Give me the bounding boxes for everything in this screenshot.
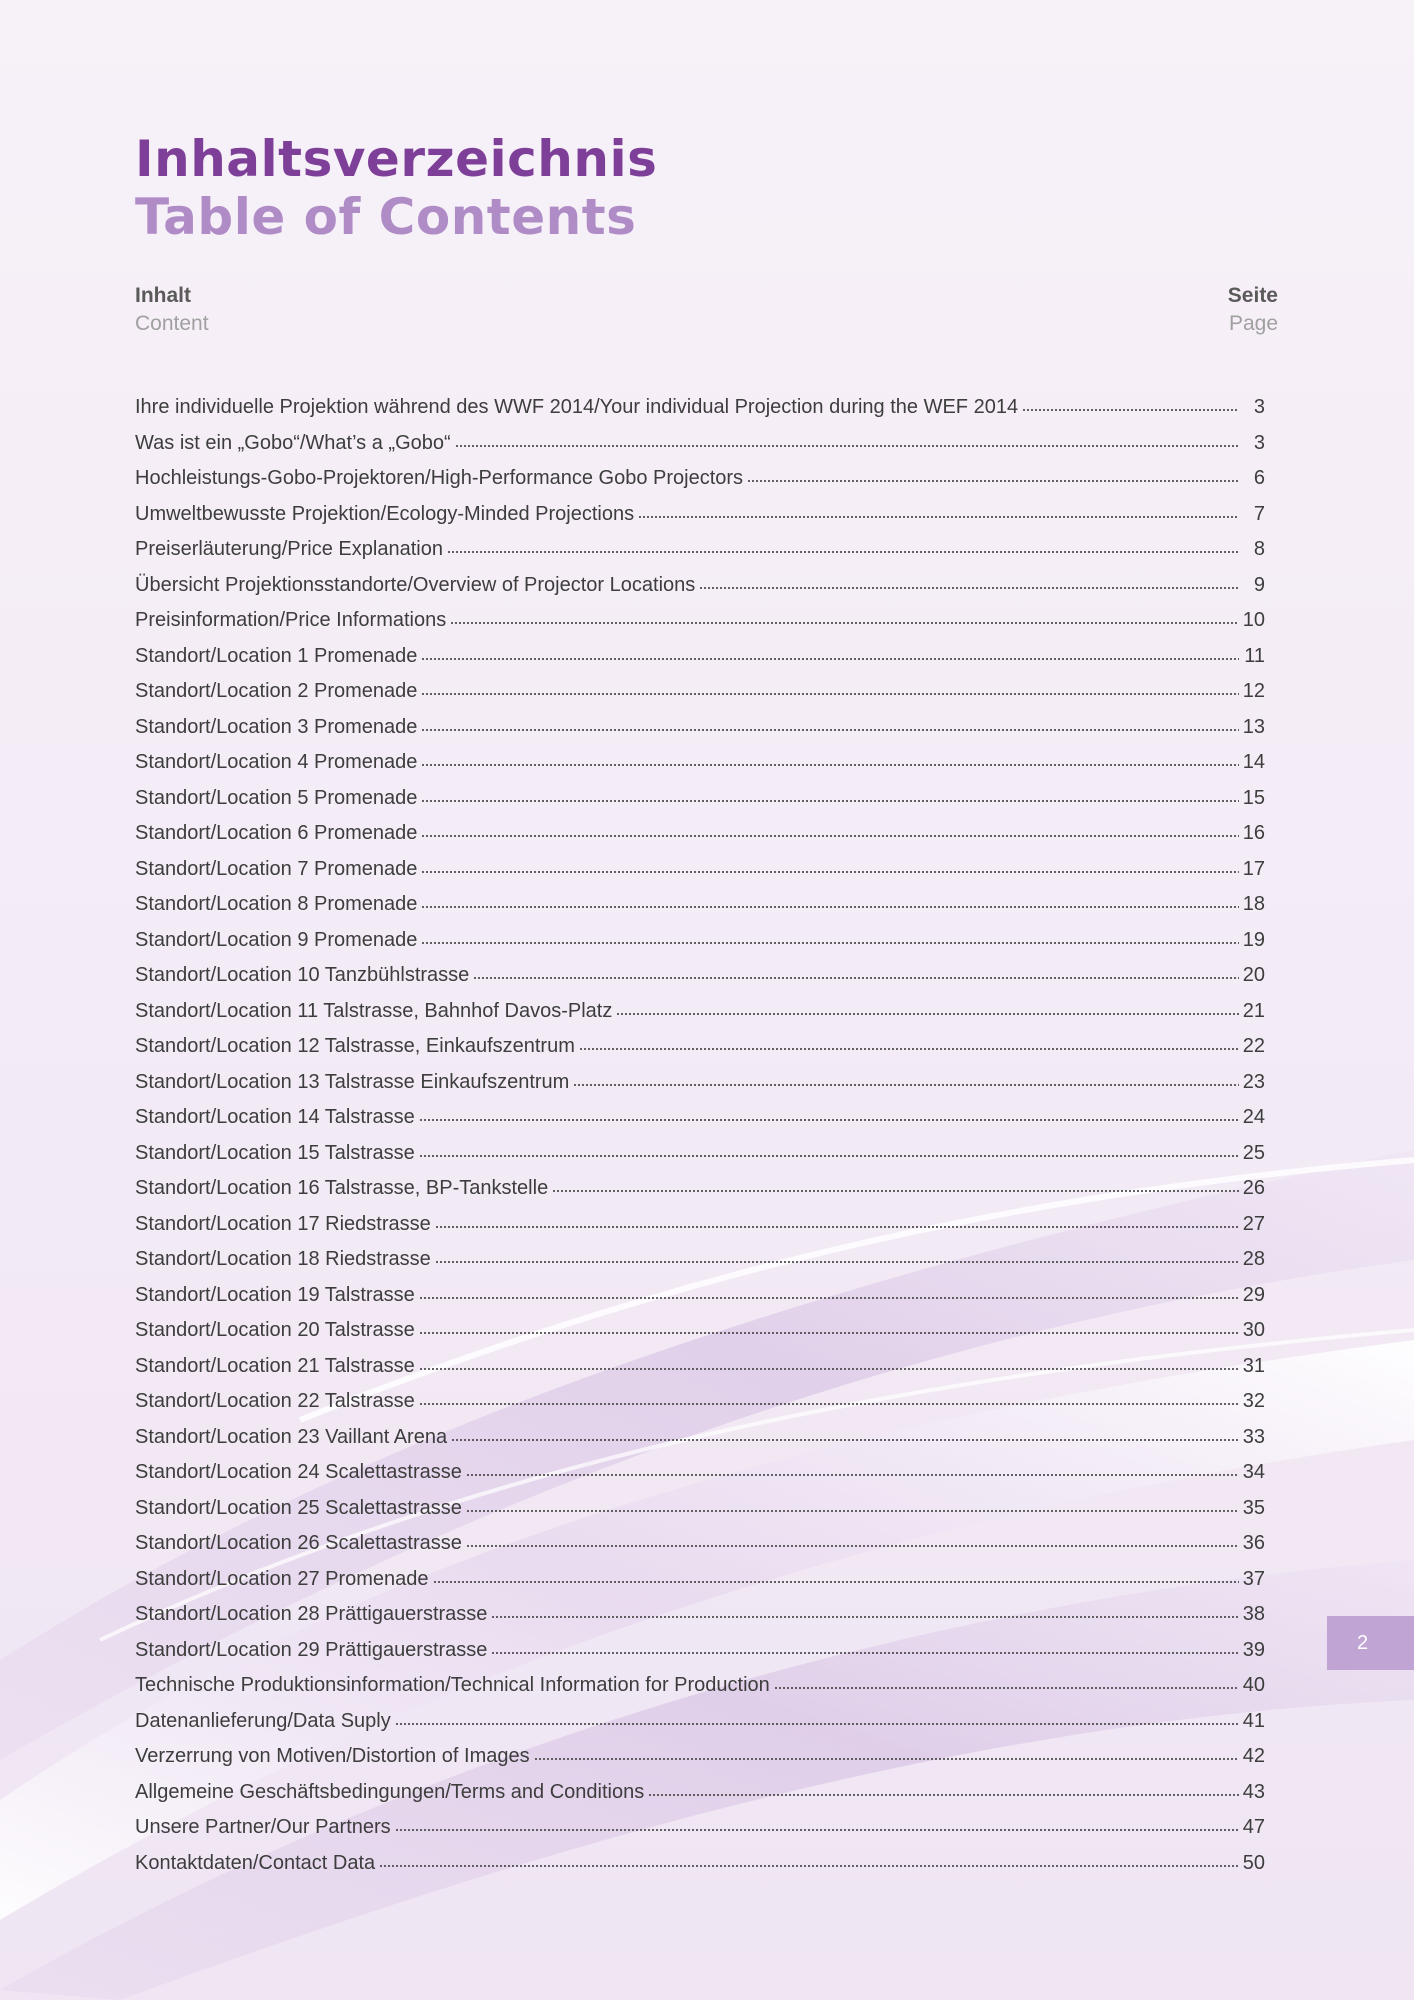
toc-entry-page: 38 — [1242, 1603, 1265, 1625]
toc-entry[interactable] — [135, 1065, 1265, 1101]
toc-entry-label: Kontaktdaten/Contact Data — [135, 1851, 376, 1874]
toc-entry[interactable] — [135, 1704, 1265, 1740]
page-column-header — [1228, 282, 1278, 338]
toc-dot-leader — [491, 1615, 1239, 1619]
toc-dot-leader — [451, 1438, 1239, 1442]
toc-dot-leader — [419, 1118, 1239, 1122]
toc-entry-page: 11 — [1244, 644, 1265, 667]
toc-entry-page: 36 — [1242, 1532, 1265, 1554]
toc-dot-leader — [421, 657, 1239, 661]
page-header-english: Page — [1228, 312, 1278, 335]
toc-dot-leader — [579, 1047, 1239, 1051]
toc-entry-page: 19 — [1242, 928, 1265, 951]
toc-entry-page: 29 — [1242, 1283, 1265, 1306]
toc-entry-page: 34 — [1242, 1461, 1265, 1483]
toc-entry-page: 13 — [1242, 715, 1265, 738]
toc-dot-leader — [747, 479, 1239, 483]
toc-entry-label: Standort/Location 14 Talstrasse — [135, 1106, 415, 1128]
toc-entry-page: 22 — [1242, 1035, 1265, 1057]
toc-dot-leader — [421, 799, 1239, 803]
toc-entry-label: Standort/Location 7 Promenade — [135, 857, 418, 880]
toc-dot-leader — [447, 550, 1239, 554]
toc-entry-label: Verzerrung von Motiven/Distortion of Images — [135, 1745, 530, 1767]
toc-entry[interactable] — [135, 1136, 1265, 1172]
toc-dot-leader — [421, 728, 1239, 732]
toc-dot-leader — [395, 1722, 1239, 1726]
toc-dot-leader — [699, 586, 1239, 590]
toc-dot-leader — [552, 1189, 1239, 1193]
toc-entry[interactable] — [135, 390, 1265, 426]
toc-entry[interactable] — [135, 710, 1265, 746]
toc-entry-page: 33 — [1242, 1425, 1265, 1448]
toc-entry-label: Übersicht Projektionsstandorte/Overview of Projector Locations — [135, 573, 696, 596]
toc-entry[interactable] — [135, 461, 1265, 497]
toc-entry[interactable] — [135, 1029, 1265, 1065]
toc-entry-page: 10 — [1242, 609, 1265, 631]
toc-entry-page: 26 — [1242, 1177, 1265, 1199]
toc-entry-label: Standort/Location 17 Riedstrasse — [135, 1212, 431, 1235]
toc-entry-page: 41 — [1242, 1709, 1265, 1732]
toc-entry-page: 8 — [1253, 538, 1265, 560]
toc-entry[interactable] — [135, 603, 1265, 639]
toc-entry[interactable] — [135, 745, 1265, 781]
toc-entry[interactable] — [135, 674, 1265, 710]
toc-entry-label: Standort/Location 21 Talstrasse — [135, 1354, 415, 1377]
toc-entry[interactable] — [135, 852, 1265, 888]
toc-entry-page: 21 — [1242, 999, 1265, 1022]
page-title-german: Inhaltsverzeichnis — [135, 130, 658, 188]
toc-entry-page: 16 — [1242, 822, 1265, 844]
toc-entry[interactable] — [135, 1562, 1265, 1598]
toc-entry-page: 15 — [1242, 786, 1265, 809]
toc-entry[interactable] — [135, 781, 1265, 817]
toc-entry-label: Standort/Location 16 Talstrasse, BP-Tankstelle — [135, 1177, 549, 1199]
toc-entry-page: 39 — [1242, 1638, 1265, 1661]
toc-entry-label: Technische Produktionsinformation/Technical Information for Production — [135, 1674, 770, 1696]
toc-entry-page: 3 — [1253, 396, 1265, 418]
toc-entry-label: Standort/Location 29 Prättigauerstrasse — [135, 1638, 488, 1661]
toc-entry-label: Standort/Location 28 Prättigauerstrasse — [135, 1603, 488, 1625]
toc-entry[interactable] — [135, 958, 1265, 994]
toc-entry-label: Standort/Location 15 Talstrasse — [135, 1141, 415, 1164]
toc-entry[interactable] — [135, 816, 1265, 852]
page-number-badge: 2 — [1327, 1616, 1414, 1670]
toc-entry-page: 25 — [1242, 1141, 1265, 1164]
toc-dot-leader — [433, 1580, 1239, 1584]
toc-entry[interactable] — [135, 1775, 1265, 1811]
toc-entry-page: 17 — [1242, 857, 1265, 880]
toc-entry-label: Standort/Location 25 Scalettastrasse — [135, 1496, 462, 1519]
toc-entry[interactable] — [135, 1633, 1265, 1669]
toc-entry[interactable] — [135, 1597, 1265, 1633]
toc-entry-page: 42 — [1242, 1745, 1265, 1767]
toc-entry-page: 9 — [1253, 573, 1265, 596]
toc-entry-label: Standort/Location 19 Talstrasse — [135, 1283, 415, 1306]
toc-entry-label: Standort/Location 9 Promenade — [135, 928, 418, 951]
toc-entry-label: Ihre individuelle Projektion während des WWF 2014/Your individual Projection during the WEF 2014 — [135, 396, 1019, 418]
toc-entry-label: Standort/Location 10 Tanzbühlstrasse — [135, 964, 470, 986]
toc-entry-label: Preiserläuterung/Price Explanation — [135, 538, 443, 560]
toc-entry[interactable] — [135, 994, 1265, 1030]
toc-entry[interactable] — [135, 1313, 1265, 1349]
content-header-english: Content — [135, 312, 209, 335]
toc-entry[interactable] — [135, 923, 1265, 959]
toc-entry-label: Standort/Location 4 Promenade — [135, 751, 418, 773]
toc-entry-page: 12 — [1242, 680, 1265, 702]
toc-entry-label: Was ist ein „Gobo“/What’s a „Gobo“ — [135, 431, 451, 454]
toc-entry[interactable] — [135, 1420, 1265, 1456]
toc-entry[interactable] — [135, 1491, 1265, 1527]
page-title-english: Table of Contents — [135, 188, 637, 246]
toc-entry-label: Standort/Location 5 Promenade — [135, 786, 418, 809]
toc-entry-label: Standort/Location 22 Talstrasse — [135, 1390, 415, 1412]
toc-entry-page: 32 — [1242, 1390, 1265, 1412]
toc-entry-label: Standort/Location 12 Talstrasse, Einkaufszentrum — [135, 1035, 575, 1057]
toc-dot-leader — [573, 1083, 1239, 1087]
toc-entry[interactable] — [135, 1278, 1265, 1314]
toc-entry-page: 47 — [1242, 1816, 1265, 1838]
toc-entry-label: Standort/Location 2 Promenade — [135, 680, 418, 702]
toc-entry-label: Standort/Location 8 Promenade — [135, 893, 418, 915]
toc-entry-page: 18 — [1242, 893, 1265, 915]
toc-entry-label: Standort/Location 26 Scalettastrasse — [135, 1532, 462, 1554]
toc-entry-page: 35 — [1242, 1496, 1265, 1519]
toc-dot-leader — [421, 763, 1239, 767]
toc-dot-leader — [421, 870, 1239, 874]
toc-entry-page: 50 — [1242, 1851, 1265, 1874]
toc-entry[interactable] — [135, 1455, 1265, 1491]
toc-entry-page: 43 — [1242, 1780, 1265, 1803]
toc-dot-leader — [421, 692, 1239, 696]
toc-entry[interactable] — [135, 639, 1265, 675]
toc-entry-page: 6 — [1253, 467, 1265, 489]
toc-entry[interactable] — [135, 1171, 1265, 1207]
toc-dot-leader — [466, 1509, 1239, 1513]
toc-entry-page: 28 — [1242, 1248, 1265, 1270]
toc-entry[interactable] — [135, 1810, 1265, 1846]
toc-entry[interactable] — [135, 1384, 1265, 1420]
toc-entry[interactable] — [135, 532, 1265, 568]
toc-entry-page: 20 — [1242, 964, 1265, 986]
toc-entry-label: Standort/Location 27 Promenade — [135, 1567, 429, 1590]
toc-entry-label: Standort/Location 1 Promenade — [135, 644, 418, 667]
toc-entry[interactable] — [135, 1739, 1265, 1775]
toc-dot-leader — [455, 444, 1239, 448]
toc-dot-leader — [648, 1793, 1239, 1797]
toc-entry-page: 23 — [1242, 1070, 1265, 1093]
toc-entry[interactable] — [135, 887, 1265, 923]
toc-dot-leader — [616, 1012, 1239, 1016]
content-header-german: Inhalt — [135, 284, 191, 307]
toc-entry-page: 30 — [1242, 1319, 1265, 1341]
toc-entry-page: 14 — [1242, 751, 1265, 773]
toc-entry-page: 24 — [1242, 1106, 1265, 1128]
toc-dot-leader — [491, 1651, 1239, 1655]
toc-dot-leader — [435, 1260, 1239, 1264]
toc-entry-label: Standort/Location 6 Promenade — [135, 822, 418, 844]
toc-entry[interactable] — [135, 1526, 1265, 1562]
toc-entry-label: Preisinformation/Price Informations — [135, 609, 447, 631]
toc-dot-leader — [774, 1686, 1239, 1690]
toc-dot-leader — [466, 1544, 1239, 1548]
page-header-german: Seite — [1227, 284, 1278, 307]
toc-entry[interactable] — [135, 1668, 1265, 1704]
toc-entry[interactable] — [135, 1846, 1265, 1882]
toc-entry-label: Standort/Location 11 Talstrasse, Bahnhof Davos-Platz — [135, 999, 613, 1022]
table-of-contents — [135, 390, 1265, 1881]
toc-entry[interactable] — [135, 426, 1265, 462]
toc-entry-label: Standort/Location 3 Promenade — [135, 715, 418, 738]
toc-entry-page: 7 — [1253, 502, 1265, 525]
toc-entry-label: Standort/Location 13 Talstrasse Einkaufszentrum — [135, 1070, 570, 1093]
toc-dot-leader — [379, 1864, 1239, 1868]
toc-dot-leader — [435, 1225, 1239, 1229]
toc-dot-leader — [638, 515, 1239, 519]
toc-entry[interactable] — [135, 568, 1265, 604]
toc-entry-label: Standort/Location 24 Scalettastrasse — [135, 1461, 462, 1483]
toc-dot-leader — [466, 1473, 1239, 1477]
toc-dot-leader — [1022, 408, 1239, 412]
toc-entry[interactable] — [135, 497, 1265, 533]
toc-entry-page: 27 — [1242, 1212, 1265, 1235]
toc-entry[interactable] — [135, 1242, 1265, 1278]
toc-dot-leader — [421, 905, 1239, 909]
toc-dot-leader — [419, 1402, 1239, 1406]
toc-entry-page: 37 — [1242, 1567, 1265, 1590]
toc-dot-leader — [419, 1154, 1239, 1158]
toc-entry-page: 3 — [1253, 431, 1265, 454]
toc-dot-leader — [421, 941, 1239, 945]
toc-entry-label: Unsere Partner/Our Partners — [135, 1816, 391, 1838]
content-column-header — [135, 282, 209, 338]
toc-entry-label: Standort/Location 23 Vaillant Arena — [135, 1425, 448, 1448]
toc-dot-leader — [419, 1367, 1239, 1371]
toc-entry-label: Allgemeine Geschäftsbedingungen/Terms and Conditions — [135, 1780, 645, 1803]
toc-entry-label: Datenanlieferung/Data Suply — [135, 1709, 391, 1732]
toc-dot-leader — [419, 1331, 1239, 1335]
toc-dot-leader — [419, 1296, 1239, 1300]
toc-dot-leader — [395, 1828, 1239, 1832]
toc-entry-label: Hochleistungs-Gobo-Projektoren/High-Performance Gobo Projectors — [135, 467, 744, 489]
toc-dot-leader — [421, 834, 1239, 838]
toc-entry-page: 40 — [1242, 1674, 1265, 1696]
toc-entry-page: 31 — [1242, 1354, 1265, 1377]
toc-dot-leader — [473, 976, 1239, 980]
toc-dot-leader — [450, 621, 1239, 625]
toc-entry[interactable] — [135, 1349, 1265, 1385]
toc-entry-label: Standort/Location 20 Talstrasse — [135, 1319, 415, 1341]
toc-entry-label: Standort/Location 18 Riedstrasse — [135, 1248, 431, 1270]
toc-entry[interactable] — [135, 1207, 1265, 1243]
toc-entry-label: Umweltbewusste Projektion/Ecology-Minded Projections — [135, 502, 635, 525]
toc-entry[interactable] — [135, 1100, 1265, 1136]
toc-dot-leader — [534, 1757, 1239, 1761]
